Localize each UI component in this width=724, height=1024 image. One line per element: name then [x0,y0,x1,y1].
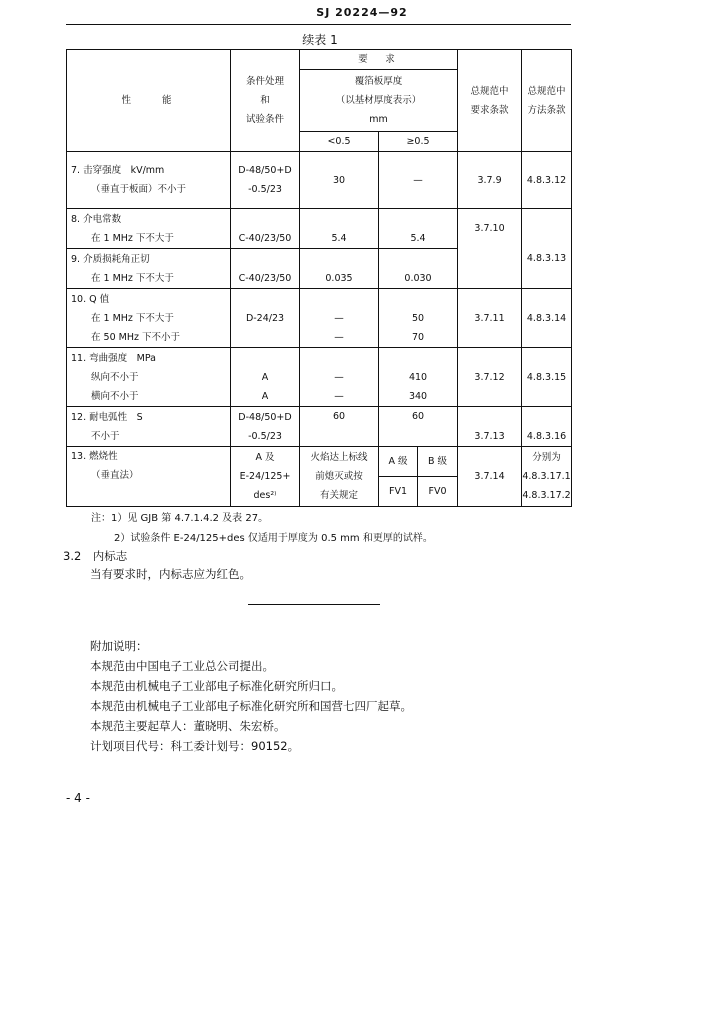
document-code: SJ 20224—92 [316,6,408,19]
row-req-clause [458,249,522,289]
header-lt: <0.5 [300,132,379,152]
table-header-row [67,50,572,70]
table-note-2: 2）试验条件 E-24/125+des 仅适用于厚度为 0.5 mm 和更厚的试样。 [114,533,433,544]
row-grade-a: A 级 [379,447,418,477]
row-grade-a-value: FV1 [379,477,418,507]
row-method-clause [522,209,572,249]
appendix-line: 本规范由中国电子工业总公司提出。 [90,659,274,673]
appendix-line: 本规范由机械电子工业部电子标准化研究所归口。 [90,679,343,693]
row-condition: C-40/23/50 [231,209,300,249]
appendix [90,636,412,756]
row-value-lt: 0.035 [300,249,379,289]
table-row [67,209,572,249]
row-value-ge: 60 [379,407,458,447]
row-value-ge: — [379,152,458,209]
row-grade-b: B 级 [418,447,458,477]
header-thickness: 覆箔板厚度 （以基材厚度表示） mm [300,70,458,132]
row-value-ge: 5.4 [379,209,458,249]
appendix-line: 计划项目代号：科工委计划号：90152。 [90,739,300,753]
section-heading: 3.2 内标志 [63,549,128,563]
row-grade-b-value: FV0 [418,477,458,507]
row-method-clause: 4.8.3.15 [522,348,572,407]
spec-table [66,49,572,507]
appendix-title: 附加说明： [90,639,148,653]
row-method-clause: 4.8.3.16 [522,407,572,447]
row-condition: A A [231,348,300,407]
header-method-clause: 总规范中 方法条款 [522,50,572,152]
row-req-clause: 3.7.12 [458,348,522,407]
row-req-clause: 3.7.13 [458,407,522,447]
divider [248,604,380,605]
header-property: 性 能 [67,50,231,152]
row-value-ge: 0.030 [379,249,458,289]
row-flame-requirement: 火焰达上标线 前熄灭或按 有关规定 [300,447,379,507]
row-value-lt: 60 [300,407,379,447]
row-condition: D-48/50+D -0.5/23 [231,152,300,209]
row-property: 13. 燃烧性 （垂直法） [67,447,231,507]
row-req-clause: 3.7.9 [458,152,522,209]
row-method-clause: 分别为 4.8.3.17.1 4.8.3.17.2 [522,447,572,507]
row-property: 8. 介电常数 在 1 MHz 下不大于 [67,209,231,249]
row-condition: D-24/23 [231,289,300,348]
header-requirement: 要 求 [300,50,458,70]
header-rule [66,24,571,25]
row-req-clause: 3.7.14 [458,447,522,507]
row-method-clause: 4.8.3.12 [522,152,572,209]
row-value-lt: 30 [300,152,379,209]
row-condition: D-48/50+D -0.5/23 [231,407,300,447]
table-row [67,289,572,348]
row-property: 12. 耐电弧性 S 不小于 [67,407,231,447]
row-value-lt: — — [300,348,379,407]
row-req-clause: 3.7.11 [458,289,522,348]
header-req-clause: 总规范中 要求条款 [458,50,522,152]
table-caption: 续表 1 [302,33,338,47]
row-value-ge: 410 340 [379,348,458,407]
row-property: 7. 击穿强度 kV/mm （垂直于板面）不小于 [67,152,231,209]
row-value-lt: 5.4 [300,209,379,249]
appendix-line: 本规范主要起草人：董晓明、朱宏桥。 [90,719,286,733]
section-body: 当有要求时，内标志应为红色。 [90,567,251,581]
row-property: 10. Q 值 在 1 MHz 下不大于 在 50 MHz 下不小于 [67,289,231,348]
table-row [67,249,572,289]
table-row [67,348,572,407]
header-condition: 条件处理 和 试验条件 [231,50,300,152]
row-method-clause: 4.8.3.13 [522,249,572,289]
row-property: 11. 弯曲强度 MPa 纵向不小于 横向不小于 [67,348,231,407]
header-ge: ≥0.5 [379,132,458,152]
table-note-1: 注：1）见 GJB 第 4.7.1.4.2 及表 27。 [91,513,269,524]
table-row [67,152,572,209]
page-number: - 4 - [66,791,90,805]
row-req-clause: 3.7.10 [458,209,522,249]
appendix-line: 本规范由机械电子工业部电子标准化研究所和国营七四厂起草。 [90,699,412,713]
row-method-clause: 4.8.3.14 [522,289,572,348]
row-condition: C-40/23/50 [231,249,300,289]
row-condition: A 及 E-24/125+ des²⁾ [231,447,300,507]
row-property: 9. 介质损耗角正切 在 1 MHz 下不大于 [67,249,231,289]
table-row [67,407,572,447]
row-value-lt: — — [300,289,379,348]
row-value-ge: 50 70 [379,289,458,348]
table-row [67,447,572,477]
